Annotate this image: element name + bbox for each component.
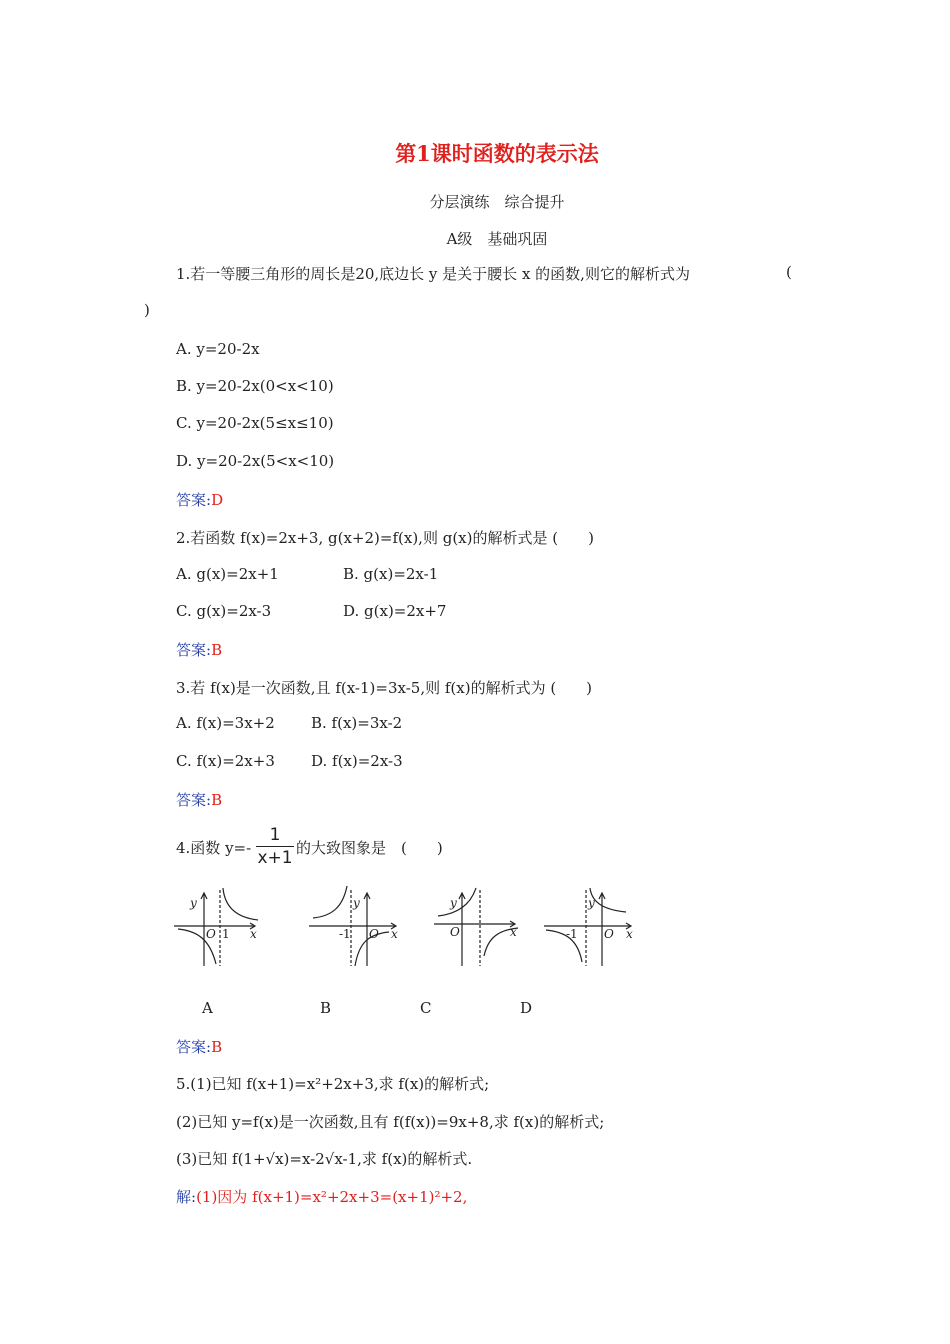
answer-label: 答案: (176, 791, 212, 809)
x-label: x (626, 927, 633, 941)
graph-label-a: A (202, 999, 213, 1017)
q3-option-d: D. f(x)=2x-3 (311, 752, 403, 770)
x-label: x (510, 925, 517, 939)
y-label: y (588, 896, 595, 910)
graph-label-b: B (320, 999, 332, 1017)
q2-option-d: D. g(x)=2x+7 (343, 602, 447, 620)
q3-answer (176, 789, 222, 810)
fraction-numerator: 1 (269, 825, 281, 845)
q2-option-b: B. g(x)=2x-1 (343, 565, 439, 583)
answer-label: 答案: (176, 491, 212, 509)
q2-option-a: A. g(x)=2x+1 (176, 565, 279, 583)
answer-value: B (211, 791, 223, 809)
graph-b (305, 880, 405, 970)
q3-option-b: B. f(x)=3x-2 (311, 714, 403, 732)
origin-label: O (206, 927, 216, 941)
q3-stem: 3.若 f(x)是一次函数,且 f(x-1)=3x-5,则 f(x)的解析式为 ( ) (176, 679, 593, 697)
origin-label: O (369, 927, 379, 941)
section-subtitle: 分层演练 综合提升 (429, 193, 565, 211)
answer-label: 答案: (176, 1038, 212, 1056)
level-heading: A级 基础巩固 (446, 230, 548, 248)
solution-label: 解: (176, 1188, 197, 1206)
q1-paren-close: ) (144, 301, 150, 319)
x-label: x (391, 927, 398, 941)
answer-value: B (211, 641, 223, 659)
y-label: y (353, 896, 360, 910)
q3-option-a: A. f(x)=3x+2 (176, 714, 275, 732)
q1-option-d: D. y=20-2x(5<x<10) (176, 452, 335, 470)
q2-answer (176, 639, 222, 660)
fraction-denominator: x+1 (257, 848, 293, 868)
solution-text: (1)因为 f(x+1)=x²+2x+3=(x+1)²+2, (196, 1188, 468, 1206)
graph-a (170, 880, 270, 970)
q5-part2: (2)已知 y=f(x)是一次函数,且有 f(f(x))=9x+8,求 f(x)的解析式; (176, 1113, 605, 1131)
y-label: y (450, 896, 457, 910)
q4-answer (176, 1036, 222, 1057)
fraction-bar (256, 846, 294, 847)
q1-answer (176, 489, 223, 510)
curve-upper (223, 888, 258, 920)
q5-part1: 5.(1)已知 f(x+1)=x²+2x+3,求 f(x)的解析式; (176, 1075, 490, 1093)
q1-option-a: A. y=20-2x (176, 340, 260, 358)
tick-label: -1 (566, 927, 578, 941)
q4-fraction (256, 825, 294, 868)
q2-option-c: C. g(x)=2x-3 (176, 602, 272, 620)
answer-value: B (211, 1038, 223, 1056)
x-label: x (250, 927, 257, 941)
graph-label-c: C (420, 999, 432, 1017)
q1-option-c: C. y=20-2x(5≤x≤10) (176, 414, 334, 432)
q2-stem: 2.若函数 f(x)=2x+3, g(x+2)=f(x),则 g(x)的解析式是 ( ) (176, 529, 594, 547)
q5-solution (176, 1186, 467, 1207)
origin-label: O (450, 925, 460, 939)
graph-d (540, 880, 640, 970)
y-label: y (190, 896, 197, 910)
answer-label: 答案: (176, 641, 212, 659)
graph-label-d: D (520, 999, 533, 1017)
origin-label: O (604, 927, 614, 941)
q3-option-c: C. f(x)=2x+3 (176, 752, 275, 770)
tick-label: 1 (222, 927, 230, 941)
q4-stem-pre: 4.函数 y=- (176, 839, 252, 857)
q4-stem-post: 的大致图象是 ( ) (296, 839, 443, 857)
q1-stem: 1.若一等腰三角形的周长是20,底边长 y 是关于腰长 x 的函数,则它的解析式为 (176, 265, 690, 283)
q1-paren-open: ( (786, 263, 792, 281)
tick-label: -1 (339, 927, 351, 941)
answer-value: D (211, 491, 224, 509)
graph-c (430, 880, 530, 970)
q1-option-b: B. y=20-2x(0<x<10) (176, 377, 334, 395)
q5-part3: (3)已知 f(1+√x)=x-2√x-1,求 f(x)的解析式. (176, 1150, 473, 1168)
page-title: 第1课时函数的表示法 (395, 141, 599, 166)
